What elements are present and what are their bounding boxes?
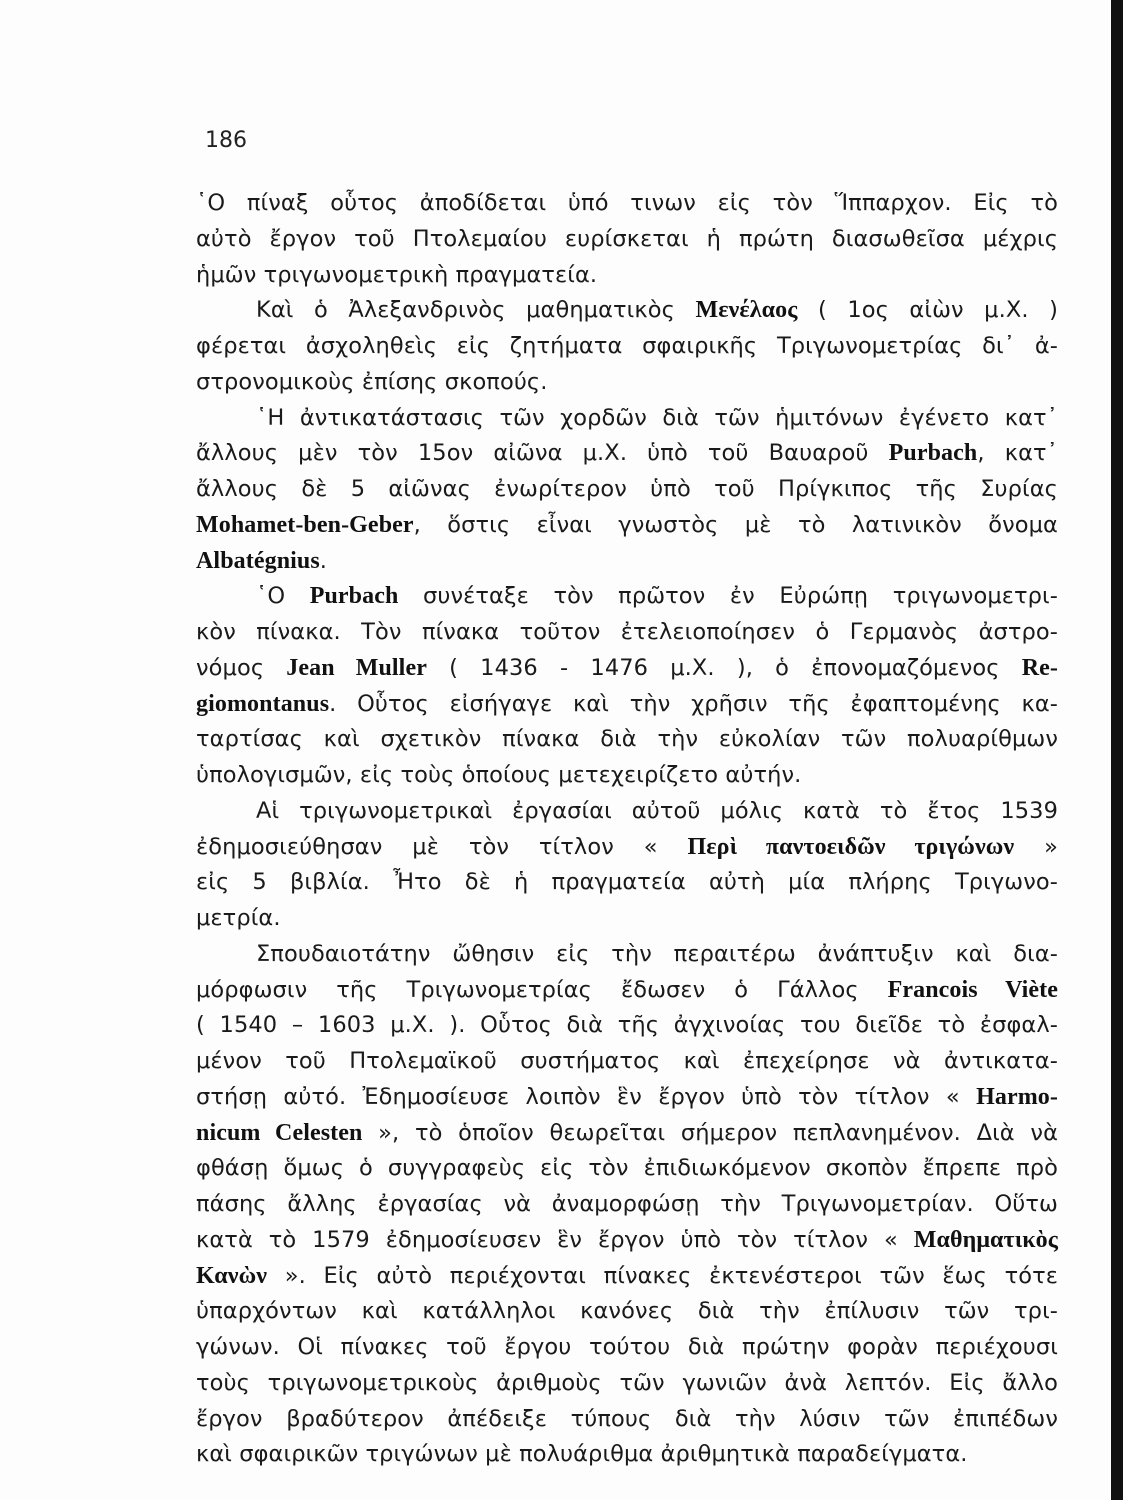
emphasized-term: Περὶ παντοειδῶν τριγώνων — [687, 833, 1015, 860]
text-line: Albatégnius. — [196, 547, 328, 574]
text-line: μόρφωσιν τῆς Τριγωνομετρίας ἔδωσεν ὁ Γάλλος Francois Viète — [196, 976, 1058, 1003]
emphasized-term: giomontanus — [196, 690, 330, 717]
text-line: ῾Ο πίναξ οὗτος ἀποδίδεται ὑπό τινων εἰς τὸν Ἵππαρχον. Εἰς τὸ — [196, 190, 1058, 216]
text-line: εἰς 5 βιβλία. Ἦτο δὲ ἡ πραγματεία αὐτὴ μία πλήρης Τριγωνο- — [196, 869, 1058, 896]
text-line: ( 1540 – 1603 μ.Χ. ). Οὗτος διὰ τῆς ἀγχινοίας του διεῖδε τὸ ἐσφαλ- — [196, 1012, 1058, 1039]
text-line: καὶ σφαιρικῶν τριγώνων μὲ πολυάριθμα ἀριθμητικὰ παραδείγματα. — [196, 1441, 968, 1468]
emphasized-term: Μαθηματικὸς — [913, 1226, 1058, 1253]
text-line: στήσῃ αὐτό. Ἐδημοσίευσε λοιπὸν ἓν ἔργον ὑπὸ τὸν τίτλον « Harmo- — [196, 1083, 1058, 1110]
text-line: πάσης ἄλλης ἐργασίας νὰ ἀναμορφώσῃ τὴν Τριγωνομετρίαν. Οὕτω — [196, 1191, 1058, 1217]
emphasized-term: Κανὼν — [196, 1262, 268, 1289]
text-line: ἡμῶν τριγωνομετρικὴ πραγματεία. — [196, 261, 598, 288]
text-line: γώνων. Οἱ πίνακες τοῦ ἔργου τούτου διὰ πρώτην φορὰν περιέχουσι — [196, 1334, 1058, 1360]
text-line: κατὰ τὸ 1579 ἐδημοσίευσεν ἓν ἔργον ὑπὸ τὸν τίτλον « Μαθηματικὸς — [196, 1226, 1058, 1253]
text-line: Καὶ ὁ Ἀλεξανδρινὸς μαθηματικὸς Μενέλαος ( 1ος αἰὼν μ.Χ. ) — [256, 297, 1059, 324]
emphasized-term: nicum Celesten — [196, 1119, 363, 1146]
emphasized-term: Mohamet-ben-Geber — [196, 511, 414, 538]
text-line: νόμος Jean Muller ( 1436 - 1476 μ.Χ. ), ὁ ἐπονομαζόμενος Re- — [196, 654, 1059, 681]
emphasized-term: Purbach — [888, 440, 978, 467]
text-line: Σπουδαιοτάτην ὤθησιν εἰς τὴν περαιτέρω ἀνάπτυξιν καὶ δια- — [256, 940, 1058, 967]
text-line: giomontanus. Οὗτος εἰσήγαγε καὶ τὴν χρῆσιν τῆς ἐφαπτομένης κα- — [196, 690, 1058, 717]
emphasized-term: Re- — [1021, 654, 1059, 681]
page-number: 186 — [205, 128, 247, 153]
page-edge-shadow — [1111, 0, 1123, 1500]
text-line: φθάσῃ ὅμως ὁ συγγραφεὺς εἰς τὸν ἐπιδιωκόμενον σκοπὸν ἔπρεπε πρὸ — [196, 1155, 1058, 1182]
text-line: ἔργον βραδύτερον ἀπέδειξε τύπους διὰ τὴν λύσιν τῶν ἐπιπέδων — [196, 1405, 1058, 1432]
text-line: Κανὼν ». Εἰς αὐτὸ περιέχονται πίνακες ἐκτενέστεροι τῶν ἕως τότε — [196, 1262, 1058, 1289]
text-line: ῾Ο Purbach συνέταξε τὸν πρῶτον ἐν Εὐρώπῃ τριγωνομετρι- — [256, 583, 1058, 610]
text-line: στρονομικοὺς ἐπίσης σκοπούς. — [196, 368, 548, 395]
text-line: ὑπαρχόντων καὶ κατάλληλοι κανόνες διὰ τὴν ἐπίλυσιν τῶν τρι- — [196, 1298, 1058, 1325]
text-line: ἄλλους μὲν τὸν 15ον αἰῶνα μ.Χ. ὑπὸ τοῦ Βαυαροῦ Purbach, κατ᾿ — [196, 440, 1059, 467]
emphasized-term: Harmo- — [976, 1083, 1058, 1110]
text-line: φέρεται ἀσχοληθεὶς εἰς ζητήματα σφαιρικῆς Τριγωνομετρίας δι᾿ ἀ- — [196, 333, 1058, 359]
text-line: μένον τοῦ Πτολεμαϊκοῦ συστήματος καὶ ἐπεχείρησε νὰ ἀντικατα- — [196, 1048, 1058, 1074]
emphasized-term: Purbach — [309, 583, 399, 610]
emphasized-term: Μενέλαος — [695, 297, 798, 324]
text-line: ἐδημοσιεύθησαν μὲ τὸν τίτλον « Περὶ παντοειδῶν τριγώνων » — [196, 833, 1058, 860]
text-line: μετρία. — [196, 905, 281, 931]
body-text — [196, 186, 1058, 1473]
text-line: Αἱ τριγωνομετρικαὶ ἐργασίαι αὐτοῦ μόλις κατὰ τὸ ἔτος 1539 — [256, 797, 1058, 824]
text-line: ἄλλους δὲ 5 αἰῶνας ἐνωρίτερον ὑπὸ τοῦ Πρίγκιπος τῆς Συρίας — [196, 476, 1058, 502]
text-line: nicum Celesten », τὸ ὁποῖον θεωρεῖται σήμερον πεπλανημένον. Διὰ νὰ — [196, 1119, 1059, 1146]
emphasized-term: Albatégnius — [196, 547, 320, 574]
text-line: ὑπολογισμῶν, εἰς τοὺς ὁποίους μετεχειρίζετο αὐτήν. — [196, 762, 802, 788]
emphasized-term: Francois Viète — [887, 976, 1058, 1003]
text-line: Mohamet-ben-Geber, ὅστις εἶναι γνωστὸς μὲ τὸ λατινικὸν ὄνομα — [196, 511, 1058, 538]
text-line: ταρτίσας καὶ σχετικὸν πίνακα διὰ τὴν εὐκολίαν τῶν πολυαρίθμων — [196, 726, 1058, 753]
text-line: ῾Η ἀντικατάστασις τῶν χορδῶν διὰ τῶν ἡμιτόνων ἐγένετο κατ᾿ — [256, 404, 1058, 431]
text-line: αὐτὸ ἔργον τοῦ Πτολεμαίου ευρίσκεται ἡ πρώτη διασωθεῖσα μέχρις — [196, 225, 1058, 252]
emphasized-term: Jean Muller — [286, 654, 427, 681]
text-line: τοὺς τριγωνομετρικοὺς ἀριθμοὺς τῶν γωνιῶν ἀνὰ λεπτόν. Εἰς ἄλλο — [196, 1369, 1058, 1396]
text-line: κὸν πίνακα. Τὸν πίνακα τοῦτον ἐτελειοποίησεν ὁ Γερμανὸς ἀστρο- — [196, 619, 1058, 645]
